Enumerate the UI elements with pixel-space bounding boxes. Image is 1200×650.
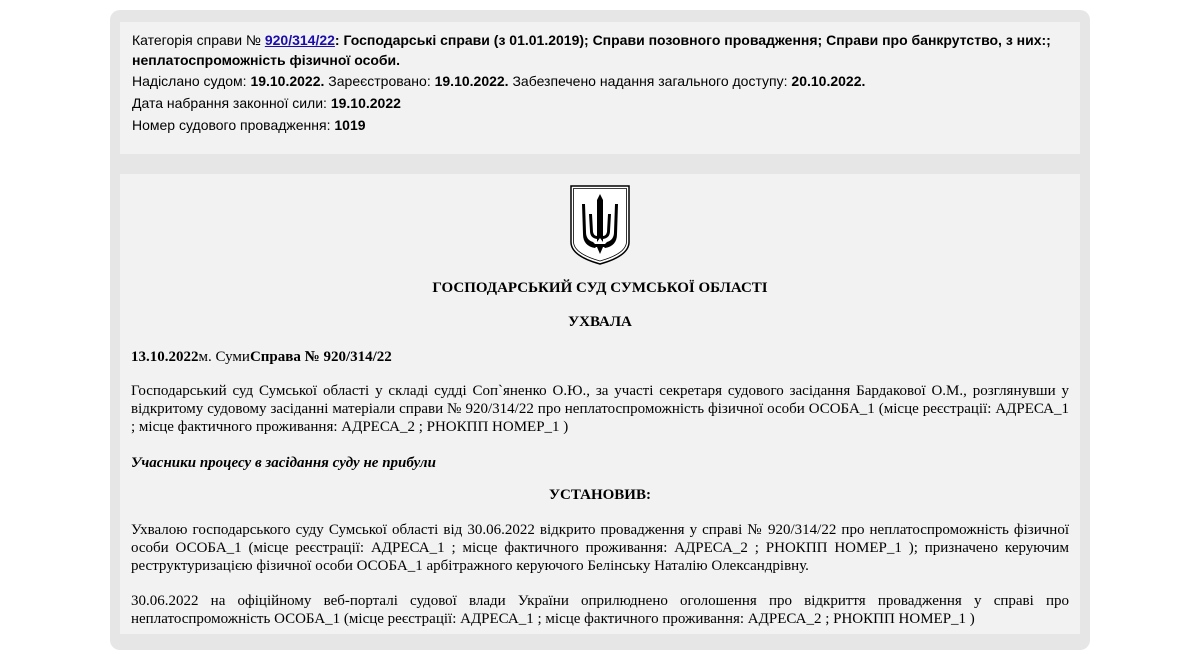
document-type: УХВАЛА bbox=[568, 314, 632, 330]
document-body bbox=[120, 174, 1080, 634]
paragraph-2: 30.06.2022 на офіційному веб-порталі судової влади України оприлюднено оголошення про відкриття провадження у справі про неплатоспроможність ОСОБА_1 (місце реєстрації: АДРЕСА_1 ; місце фактичного проживання: АДРЕСА_2 ; РНОКПП НОМЕР_1 ) bbox=[131, 593, 1069, 627]
sent-label: Надіслано судом: bbox=[132, 73, 251, 89]
participants-text: Учасники процесу в засідання суду не прибули bbox=[131, 455, 436, 471]
intro-paragraph: Господарський суд Сумської області у складі судді Соп`яненко О.Ю., за участі секретаря судового засідання Бардакової О.М., розглянувши у відкритому судовому засіданні матеріали справи № 920/314/22 про неплатоспроможність фізичної особи ОСОБА_1 (місце реєстрації: АДРЕСА_1 ; місце фактичного проживання: АДРЕСА_2 ; РНОКПП НОМЕР_1 ) bbox=[131, 383, 1069, 435]
access-label: Забезпечено надання загального доступу: bbox=[508, 73, 792, 89]
effective-label: Дата набрання законної сили: bbox=[132, 95, 331, 111]
dates-line bbox=[132, 70, 1068, 92]
paragraph-1: Ухвалою господарського суду Сумської області від 30.06.2022 відкрито провадження у справі № 920/314/22 про неплатоспроможність фізичної особи ОСОБА_1 (місце реєстрації: АДРЕСА_1 ; місце фактичного проживання: АДРЕСА_2 ; РНОКПП НОМЕР_1 ); призначено керуючим реструктуризацією фізичної особи ОСОБА_1 арбітражного керуючого Белінську Наталію Олександрівну. bbox=[131, 522, 1069, 574]
effective-date: 19.10.2022 bbox=[330, 95, 401, 111]
category-prefix: Категорія справи № bbox=[132, 32, 261, 48]
participants-note bbox=[131, 454, 1069, 472]
decision-place: м. Суми bbox=[198, 349, 250, 365]
registered-date: 19.10.2022. bbox=[434, 73, 509, 89]
proceeding-line bbox=[132, 114, 1068, 136]
coat-of-arms-icon bbox=[569, 184, 631, 266]
date-place-case-line bbox=[131, 348, 1069, 366]
category-text: : Господарські справи (з 01.01.2019); Справи позовного провадження; Справи про банкрутство, з них:; неплатоспроможність фізичної особи. bbox=[132, 32, 1051, 68]
access-date: 20.10.2022. bbox=[791, 73, 866, 89]
proceeding-label: Номер судового провадження: bbox=[132, 117, 335, 133]
decision-date: 13.10.2022 bbox=[131, 349, 199, 365]
case-metadata-panel bbox=[120, 22, 1080, 154]
proceeding-number: 1019 bbox=[334, 117, 366, 133]
court-name: ГОСПОДАРСЬКИЙ СУД СУМСЬКОЇ ОБЛАСТІ bbox=[432, 280, 768, 296]
case-category bbox=[132, 30, 1068, 70]
registered-label: Зареєстровано: bbox=[324, 73, 435, 89]
established-heading: УСТАНОВИВ: bbox=[549, 487, 651, 503]
sent-date: 19.10.2022. bbox=[250, 73, 325, 89]
effective-date-line bbox=[132, 92, 1068, 114]
case-label: Справа № 920/314/22 bbox=[249, 349, 392, 365]
case-number-link[interactable]: 920/314/22 bbox=[264, 32, 335, 48]
